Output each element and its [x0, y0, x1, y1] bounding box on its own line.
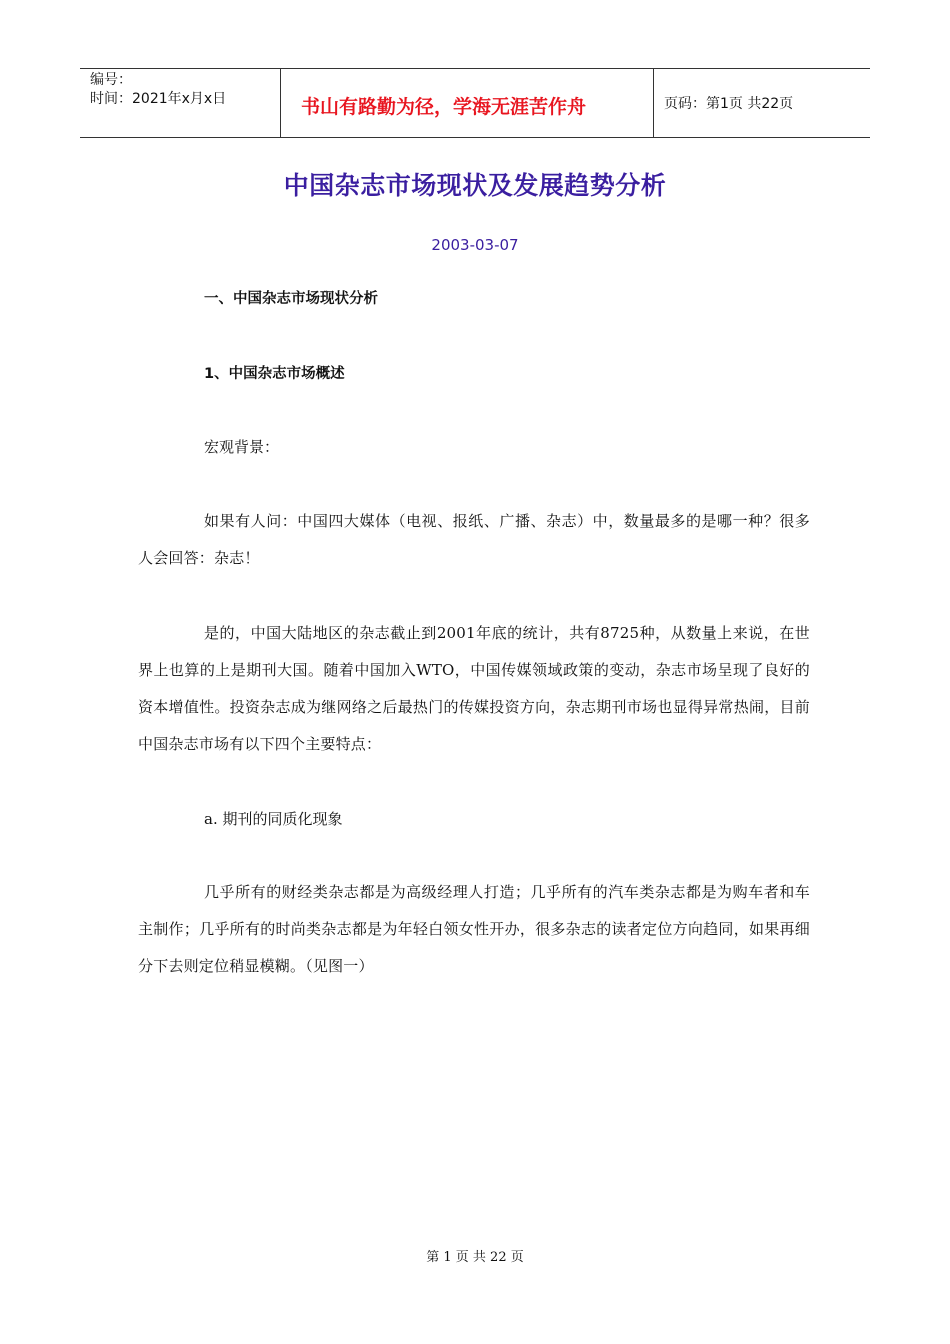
- section-heading: 一、中国杂志市场现状分析: [204, 291, 378, 307]
- document-code-label: 编号：: [90, 72, 132, 88]
- header-motto-cell: [281, 69, 654, 137]
- header-motto: 书山有路勤为径，学海无涯苦作舟: [301, 95, 587, 118]
- header-table: [80, 68, 870, 138]
- header-page-info: 页码：第1页 共22页: [664, 96, 794, 112]
- subsection-heading: 1、中国杂志市场概述: [204, 366, 345, 382]
- document-time-label: 时间：2021年x月x日: [90, 91, 227, 107]
- point-a-heading: a. 期刊的同质化现象: [204, 810, 343, 828]
- paragraph-2: 是的，中国大陆地区的杂志截止到2001年底的统计，共有8725种，从数量上来说，在世界上也算的上是期刊大国。随着中国加入WTO，中国传媒领域政策的变动，杂志市场呈现了良好的资本增值性。投资杂志成为继网络之后最热门的传媒投资方向，杂志期刊市场也显得异常热闹，目前中国杂志市场有以下四个主要特点：: [138, 624, 810, 753]
- paragraph-1: 如果有人问：中国四大媒体（电视、报纸、广播、杂志）中，数量最多的是哪一种？很多人会回答：杂志！: [138, 512, 810, 567]
- document-date: 2003-03-07: [431, 236, 519, 254]
- header-meta-cell: [80, 69, 281, 137]
- page-footer: 第 1 页 共 22 页: [426, 1250, 524, 1265]
- header-page-cell: [654, 69, 870, 137]
- paragraph-3: 几乎所有的财经类杂志都是为高级经理人打造；几乎所有的汽车类杂志都是为购车者和车主制作；几乎所有的时尚类杂志都是为年轻白领女性开办，很多杂志的读者定位方向趋同，如果再细分下去则定位稍显模糊。（见图一）: [138, 883, 810, 975]
- macro-background-label: 宏观背景：: [204, 438, 280, 456]
- document-title: 中国杂志市场现状及发展趋势分析: [283, 171, 667, 200]
